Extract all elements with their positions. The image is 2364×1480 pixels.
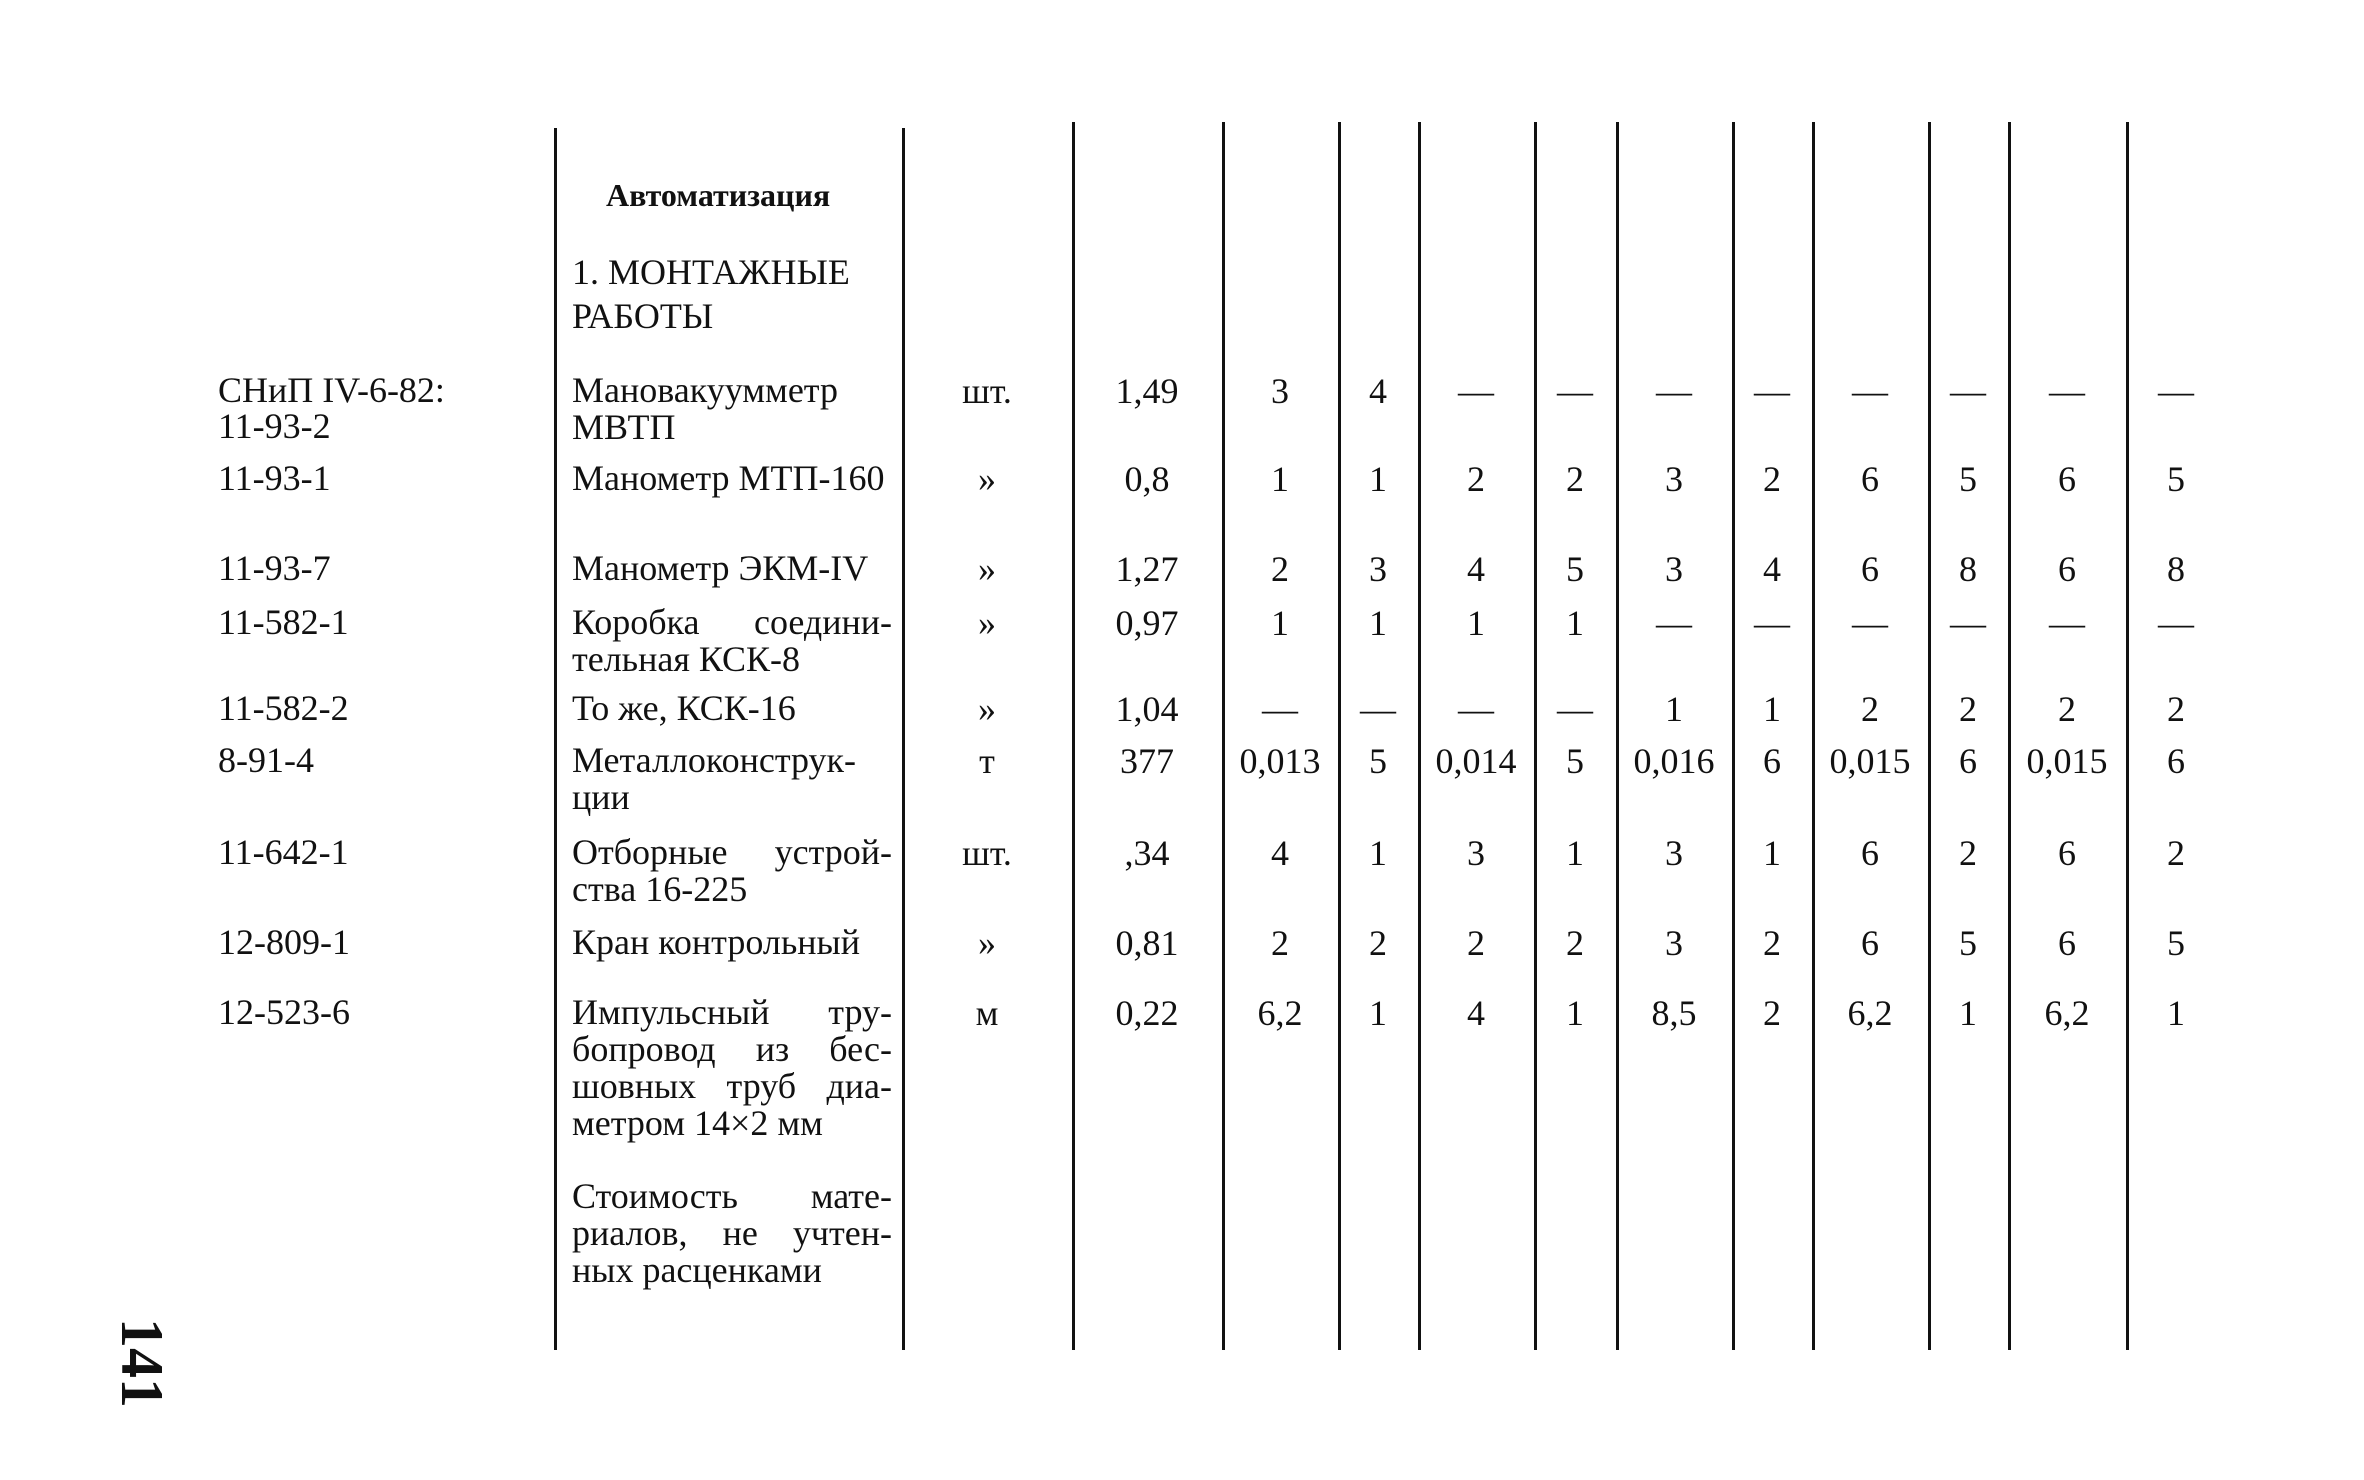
row-value: —	[1656, 371, 1692, 411]
row-value: 1	[1369, 603, 1387, 643]
row-code: 11-93-7	[218, 548, 331, 588]
column-rule	[1928, 122, 1931, 1350]
row-price: 0,81	[1115, 923, 1179, 963]
row-value: 5	[2167, 923, 2185, 963]
row-name: Металлоконструк-ции	[572, 740, 856, 817]
row-value: 6	[1861, 923, 1879, 963]
row-code: 12-809-1	[218, 922, 350, 962]
row-name: Отборные устрой-ства 16-225	[572, 832, 892, 909]
row-unit: »	[978, 603, 996, 643]
column-rule	[554, 128, 557, 1350]
row-value: 6	[2058, 459, 2076, 499]
row-price: 0,22	[1115, 993, 1179, 1033]
row-unit: шт.	[962, 371, 1012, 411]
row-value: 2	[1959, 689, 1977, 729]
row-value: 0,014	[1435, 741, 1517, 781]
row-value: 5	[2167, 459, 2185, 499]
row-code: 11-642-1	[218, 832, 349, 872]
row-unit: »	[978, 549, 996, 589]
row-value: 5	[1959, 923, 1977, 963]
row-value: 6	[1763, 741, 1781, 781]
row-value: 5	[1566, 741, 1584, 781]
row-value: —	[2158, 371, 2194, 411]
row-value: 1	[1959, 993, 1977, 1033]
row-price: 1,49	[1115, 371, 1179, 411]
column-rule	[1812, 122, 1815, 1350]
row-value: 1	[1271, 459, 1289, 499]
row-name: То же, КСК-16	[572, 688, 796, 728]
subsection-title	[572, 250, 892, 338]
column-rule	[1222, 122, 1225, 1350]
row-value: 1	[1566, 603, 1584, 643]
row-value: —	[1458, 371, 1494, 411]
row-code: 12-523-6	[218, 992, 350, 1032]
row-value: 1	[1763, 833, 1781, 873]
section-title: Автоматизация	[606, 177, 831, 213]
row-value: 4	[1467, 993, 1485, 1033]
row-value: 1	[1665, 689, 1683, 729]
row-value: 2	[1763, 993, 1781, 1033]
row-value: 1	[1369, 833, 1387, 873]
row-value: 2	[2167, 689, 2185, 729]
column-rule	[2008, 122, 2011, 1350]
row-value: —	[1950, 603, 1986, 643]
row-value: 6,2	[1257, 993, 1303, 1033]
row-value: —	[1950, 371, 1986, 411]
row-value: 5	[1959, 459, 1977, 499]
row-value: —	[1852, 603, 1888, 643]
row-value: 2	[1763, 923, 1781, 963]
row-value: 3	[1467, 833, 1485, 873]
row-value: 6,2	[2044, 993, 2090, 1033]
row-value: 6	[2167, 741, 2185, 781]
row-value: 1	[1566, 993, 1584, 1033]
row-value: 6	[1959, 741, 1977, 781]
row-value: 2	[1959, 833, 1977, 873]
row-value: —	[1754, 603, 1790, 643]
row-value: 6	[1861, 549, 1879, 589]
row-code: 8-91-4	[218, 740, 314, 780]
row-value: —	[1754, 371, 1790, 411]
row-value: 6	[2058, 549, 2076, 589]
row-value: 2	[1566, 459, 1584, 499]
row-value: 3	[1369, 549, 1387, 589]
row-code: СНиП IV-6-82: 11-93-2	[218, 370, 445, 446]
row-value: 6	[2058, 833, 2076, 873]
row-value: 0,016	[1633, 741, 1715, 781]
column-rule	[1072, 122, 1075, 1350]
row-value: 5	[1369, 741, 1387, 781]
row-code: 11-582-2	[218, 688, 349, 728]
row-value: —	[2049, 371, 2085, 411]
row-value: —	[1557, 371, 1593, 411]
row-price: 0,97	[1115, 603, 1179, 643]
row-value: 1	[1369, 459, 1387, 499]
row-name: Коробка соедини-тельная КСК-8	[572, 602, 892, 679]
row-value: 2	[1467, 459, 1485, 499]
row-value: 2	[1763, 459, 1781, 499]
row-value: —	[1458, 689, 1494, 729]
row-value: 6	[1861, 459, 1879, 499]
row-value: —	[1262, 689, 1298, 729]
column-rule	[2126, 122, 2129, 1350]
row-value: 6	[2058, 923, 2076, 963]
column-rule	[1338, 122, 1341, 1350]
row-value: 6	[1861, 833, 1879, 873]
row-unit: »	[978, 923, 996, 963]
row-unit: м	[975, 993, 999, 1033]
row-value: 2	[1467, 923, 1485, 963]
row-value: 2	[1861, 689, 1879, 729]
row-price: 1,27	[1115, 549, 1179, 589]
row-value: 3	[1665, 459, 1683, 499]
row-name: Импульсный тру-бопровод из бес-шовных труб диа-метром 14×2 мм	[572, 992, 892, 1143]
column-rule	[902, 128, 905, 1350]
row-value: 3	[1665, 833, 1683, 873]
row-name: Мановакуумметр МВТП	[572, 370, 838, 447]
row-value: 3	[1665, 549, 1683, 589]
row-value: —	[2158, 603, 2194, 643]
row-value: 4	[1369, 371, 1387, 411]
row-value: 8	[1959, 549, 1977, 589]
column-rule	[1616, 122, 1619, 1350]
row-value: 8	[2167, 549, 2185, 589]
row-value: 1	[1467, 603, 1485, 643]
row-value: —	[1656, 603, 1692, 643]
row-value: 2	[2058, 689, 2076, 729]
row-value: 1	[1271, 603, 1289, 643]
row-value: 0,013	[1239, 741, 1321, 781]
row-code: 11-93-1	[218, 458, 331, 498]
row-unit: »	[978, 459, 996, 499]
row-value: 8,5	[1651, 993, 1697, 1033]
row-name: Кран контрольный	[572, 922, 860, 962]
row-value: 3	[1665, 923, 1683, 963]
row-price: 0,8	[1124, 459, 1170, 499]
row-unit: т	[979, 741, 995, 781]
row-name: Манометр ЭКМ-IV	[572, 548, 869, 588]
row-value: 4	[1271, 833, 1289, 873]
row-value: 2	[2167, 833, 2185, 873]
row-value: 2	[1271, 549, 1289, 589]
row-value: —	[1852, 371, 1888, 411]
row-value: 1	[1566, 833, 1584, 873]
subsection-text: 1. МОНТАЖНЫЕ РАБОТЫ	[572, 252, 850, 336]
row-value: 2	[1369, 923, 1387, 963]
row-value: 4	[1763, 549, 1781, 589]
row-value: 0,015	[2026, 741, 2108, 781]
row-value: 3	[1271, 371, 1289, 411]
row-value: 1	[1763, 689, 1781, 729]
row-value: —	[1557, 689, 1593, 729]
row-unit: »	[978, 689, 996, 729]
materials-note: Стоимость мате-риалов, не учтен-ных расценками	[572, 1176, 892, 1290]
row-value: 6,2	[1847, 993, 1893, 1033]
row-value: 0,015	[1829, 741, 1911, 781]
row-value: 2	[1566, 923, 1584, 963]
row-price: 377	[1120, 741, 1174, 781]
row-value: —	[1360, 689, 1396, 729]
row-value: 5	[1566, 549, 1584, 589]
row-name: Манометр МТП-160	[572, 458, 885, 498]
row-unit: шт.	[962, 833, 1012, 873]
row-code: 11-582-1	[218, 602, 349, 642]
row-value: 1	[1369, 993, 1387, 1033]
row-value: —	[2049, 603, 2085, 643]
row-value: 1	[2167, 993, 2185, 1033]
column-rule	[1732, 122, 1735, 1350]
row-price: ,34	[1124, 833, 1170, 873]
page-number: 141	[109, 1318, 175, 1408]
row-value: 4	[1467, 549, 1485, 589]
row-value: 2	[1271, 923, 1289, 963]
column-rule	[1534, 122, 1537, 1350]
column-rule	[1418, 122, 1421, 1350]
row-price: 1,04	[1115, 689, 1179, 729]
